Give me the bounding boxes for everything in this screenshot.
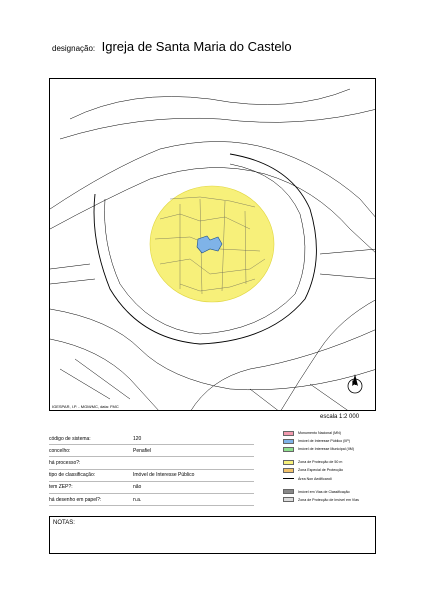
table-row bbox=[49, 470, 254, 482]
map-street bbox=[50, 309, 376, 390]
legend-item bbox=[283, 458, 378, 466]
field-value: não bbox=[133, 484, 142, 491]
map-street bbox=[70, 89, 350, 119]
north-label: N bbox=[352, 381, 357, 387]
legend-swatch bbox=[283, 439, 294, 444]
field-value: n.a. bbox=[133, 496, 142, 503]
field-value: Penafiel bbox=[133, 447, 152, 454]
document-title bbox=[52, 38, 292, 56]
legend-label: Imóvel de Interesse Público (IIP) bbox=[298, 439, 350, 444]
legend-label: Imóvel em Vias de Classificação bbox=[298, 489, 350, 494]
legend-swatch bbox=[283, 431, 294, 436]
legend-label: Área Non Aedificandi bbox=[298, 476, 332, 481]
legend-swatch bbox=[283, 468, 294, 473]
table-row bbox=[49, 445, 254, 457]
monument-name: Igreja de Santa Maria do Castelo bbox=[101, 39, 292, 54]
field-label: tem ZEP?: bbox=[49, 484, 73, 491]
legend-label: Monumento Nacional (MN) bbox=[298, 431, 341, 436]
legend-swatch bbox=[283, 460, 294, 465]
legend-swatch bbox=[283, 489, 294, 494]
legend-item bbox=[283, 474, 378, 482]
legend-label: Zona de Protecção de 50 m bbox=[298, 460, 343, 465]
location-map[interactable] bbox=[49, 78, 376, 411]
legend-label: Zona Especial de Protecção bbox=[298, 468, 343, 473]
legend-item bbox=[283, 445, 378, 453]
notes-box[interactable] bbox=[49, 516, 376, 554]
designation-label: designação: bbox=[52, 44, 96, 53]
legend-swatch bbox=[283, 447, 294, 452]
legend-item bbox=[283, 496, 378, 504]
map-street bbox=[50, 339, 160, 411]
map-street bbox=[190, 329, 376, 411]
map-drawing bbox=[50, 79, 376, 411]
legend-label: Zona de Protecção de Imóvel em Vias bbox=[298, 497, 359, 502]
legend-swatch bbox=[283, 497, 294, 502]
map-legend bbox=[283, 429, 378, 504]
field-label: concelho: bbox=[49, 447, 71, 454]
table-row bbox=[49, 494, 254, 506]
legend-item bbox=[283, 437, 378, 445]
notes-label: NOTAS: bbox=[53, 520, 75, 526]
legend-item bbox=[283, 429, 378, 437]
field-label: há processo?: bbox=[49, 459, 81, 466]
legend-item bbox=[283, 488, 378, 496]
map-credit: IGESPAR, I.P. - MGM/MC, data: FMC bbox=[52, 404, 119, 409]
table-row bbox=[49, 482, 254, 494]
field-label: tipo de classificação: bbox=[49, 472, 96, 479]
field-value: Imóvel de Interesse Público bbox=[133, 472, 195, 479]
legend-item bbox=[283, 466, 378, 474]
legend-line bbox=[283, 478, 294, 479]
map-scale: escala 1:2 000 bbox=[320, 414, 360, 420]
north-arrow-icon bbox=[347, 371, 363, 397]
table-row bbox=[49, 457, 254, 469]
field-label: há desenho em papel?: bbox=[49, 496, 102, 503]
map-street bbox=[60, 109, 376, 139]
field-value: 120 bbox=[133, 435, 142, 442]
table-row bbox=[49, 433, 254, 445]
info-table bbox=[49, 433, 254, 506]
field-label: código de sistema: bbox=[49, 435, 91, 442]
legend-label: Imóvel de Interesse Municipal (IIM) bbox=[298, 447, 354, 452]
